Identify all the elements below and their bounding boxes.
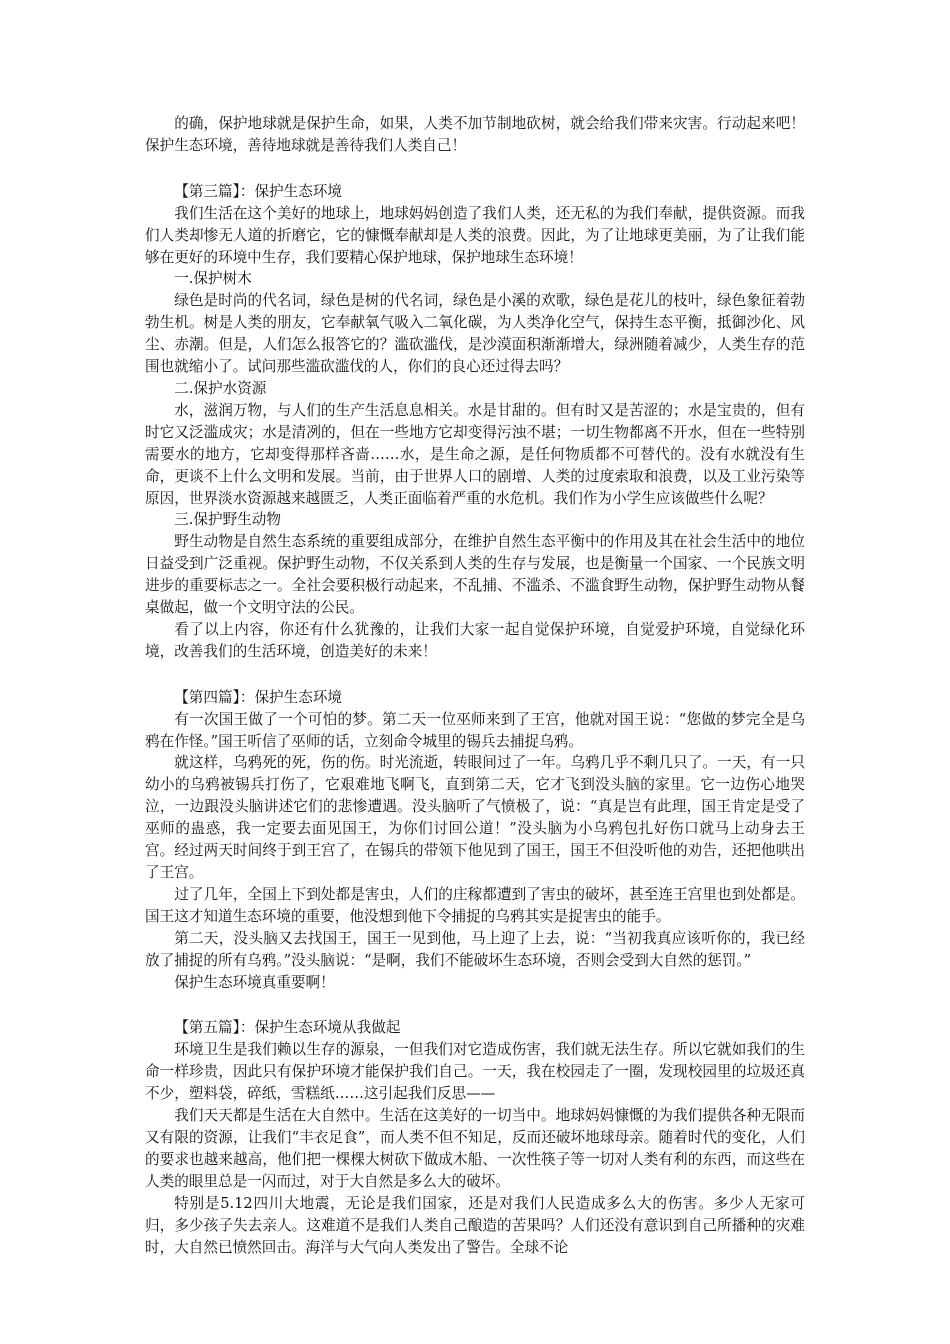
spacer bbox=[145, 157, 805, 181]
section4-paragraph-3: 过了几年，全国上下到处都是害虫，人们的庄稼都遭到了害虫的破坏，甚至连王宫里也到处都是。国王这才知道生态环境的重要，他没想到他下令捕捉的乌鸦其实是捉害虫的能手。 bbox=[145, 885, 805, 925]
document-page bbox=[145, 113, 805, 1258]
spacer bbox=[145, 663, 805, 687]
section3-paragraph-1: 我们生活在这个美好的地球上，地球妈妈创造了我们人类，还无私的为我们奉献，提供资源。而我们人类却惨无人道的折磨它，它的慷慨奉献却是人类的浪费。因此，为了让地球更美丽，为了让我们能够在更好的环境中生存，我们要精心保护地球，保护地球生态环境！ bbox=[145, 204, 805, 266]
section3-subheading-water: 二.保护水资源 bbox=[174, 379, 267, 397]
section3-paragraph-3: 水，滋润万物，与人们的生产生活息息相关。水是甘甜的。但有时又是苦涩的；水是宝贵的，但有时它又泛滥成灾；水是清冽的，但在一些地方它却变得污浊不堪；一切生物都离不开水，但在一些特别需要水的地方，它却变得那样吝啬……水，是生命之源，是任何物质都不可替代的。没有水就没有生命，更谈不上什么文明和发展。当前，由于世界人口的剧增、人类的过度索取和浪费，以及工业污染等原因，世界淡水资源越来越匮乏，人类正面临着严重的水危机。我们作为小学生应该做些什么呢？ bbox=[145, 401, 805, 507]
section3-subheading-wildlife: 三.保护野生动物 bbox=[174, 511, 281, 529]
section4-paragraph-1: 有一次国王做了一个可怕的梦。第二天一位巫师来到了王宫，他就对国王说：“您做的梦完全是乌鸦在作怪。”国王听信了巫师的话，立刻命令城里的锡兵去捕捉乌鸦。 bbox=[145, 710, 805, 750]
section3-paragraph-5: 看了以上内容，你还有什么犹豫的，让我们大家一起自觉保护环境，自觉爱护环境，自觉绿化环境，改善我们的生活环境，创造美好的未来！ bbox=[145, 620, 805, 660]
section4-paragraph-4: 第二天，没头脑又去找国王，国王一见到他，马上迎了上去，说：“当初我真应该听你的，我已经放了捕捉的所有乌鸦。”没头脑说：“是啊，我们不能破坏生态环境，否则会受到大自然的惩罚。” bbox=[145, 929, 805, 969]
intro-paragraph: 的确，保护地球就是保护生命，如果，人类不加节制地砍树，就会给我们带来灾害。行动起来吧！保护生态环境，善待地球就是善待我们人类自己！ bbox=[145, 115, 805, 154]
section4-heading: 【第四篇】：保护生态环境 bbox=[174, 688, 343, 706]
section5-heading: 【第五篇】：保护生态环境从我做起 bbox=[174, 1019, 401, 1037]
section5-paragraph-2: 我们天天都是生活在大自然中。生活在这美好的一切当中。地球妈妈慷慨的为我们提供各种无限而又有限的资源，让我们“丰衣足食”，而人类不但不知足，反而还破坏地球母亲。随着时代的变化，人们的要求也越来越高，他们把一棵棵大树砍下做成木船、一次性筷子等一切对人类有利的东西，而这些在人类的眼里总是一闪而过，对于大自然是多么大的破坏。 bbox=[145, 1107, 805, 1190]
section3-paragraph-4: 野生动物是自然生态系统的重要组成部分，在维护自然生态平衡中的作用及其在社会生活中的地位日益受到广泛重视。保护野生动物，不仅关系到人类的生存与发展，也是衡量一个国家、一个民族文明进步的重要标志之一。全社会要积极行动起来，不乱捕、不滥杀、不滥食野生动物，保护野生动物从餐桌做起，做一个文明守法的公民。 bbox=[145, 533, 805, 617]
section3-heading: 【第三篇】：保护生态环境 bbox=[174, 182, 343, 200]
section4-paragraph-2: 就这样，乌鸦死的死，伤的伤。时光流逝，转眼间过了一年。乌鸦几乎不剩几只了。一天，有一只幼小的乌鸦被锡兵打伤了，它艰难地飞啊飞，直到第二天，它才飞到没头脑的家里。它一边伤心地哭泣，一边跟没头脑讲述它们的悲惨遭遇。没头脑听了气愤极了，说：“真是岂有此理，国王肯定是受了巫师的蛊惑，我一定要去面见国王，为你们讨回公道！”没头脑为小乌鸦包扎好伤口就马上动身去王宫。经过两天时间终于到王宫了，在锡兵的带领下他见到了国王，国王不但没听他的劝告，还把他哄出了王宫。 bbox=[145, 754, 805, 881]
section3-paragraph-2: 绿色是时尚的代名词，绿色是树的代名词，绿色是小溪的欢歌，绿色是花儿的枝叶，绿色象征着勃勃生机。树是人类的朋友，它奉献氧气吸入二氧化碳，为人类净化空气，保持生态平衡，抵御沙化、风尘、赤潮。但是，人们怎么报答它的？滥砍滥伐，是沙漠面积渐渐增大，绿洲随着减少，人类生存的范围也就缩小了。试问那些滥砍滥伐的人，你们的良心还过得去吗？ bbox=[145, 292, 805, 376]
section5-paragraph-3: 特别是5.12四川大地震，无论是我们国家，还是对我们人民造成多么大的伤害。多少人无家可归，多少孩子失去亲人。这难道不是我们人类自己酿造的苦果吗？人们还没有意识到自己所播种的灾难时，大自然已愤然回击。海洋与大气向人类发出了警告。全球不论 bbox=[145, 1194, 805, 1256]
section5-paragraph-1: 环境卫生是我们赖以生存的源泉，一但我们对它造成伤害，我们就无法生存。所以它就如我们的生命一样珍贵，因此只有保护环境才能保护我们自己。一天，我在校园走了一圈，发现校园里的垃圾还真不少，塑料袋，碎纸，雪糕纸……这引起我们反思—— bbox=[145, 1041, 805, 1103]
spacer bbox=[145, 993, 805, 1017]
section3-subheading-trees: 一.保护树木 bbox=[174, 270, 252, 288]
section4-paragraph-5: 保护生态环境真重要啊！ bbox=[174, 973, 335, 991]
